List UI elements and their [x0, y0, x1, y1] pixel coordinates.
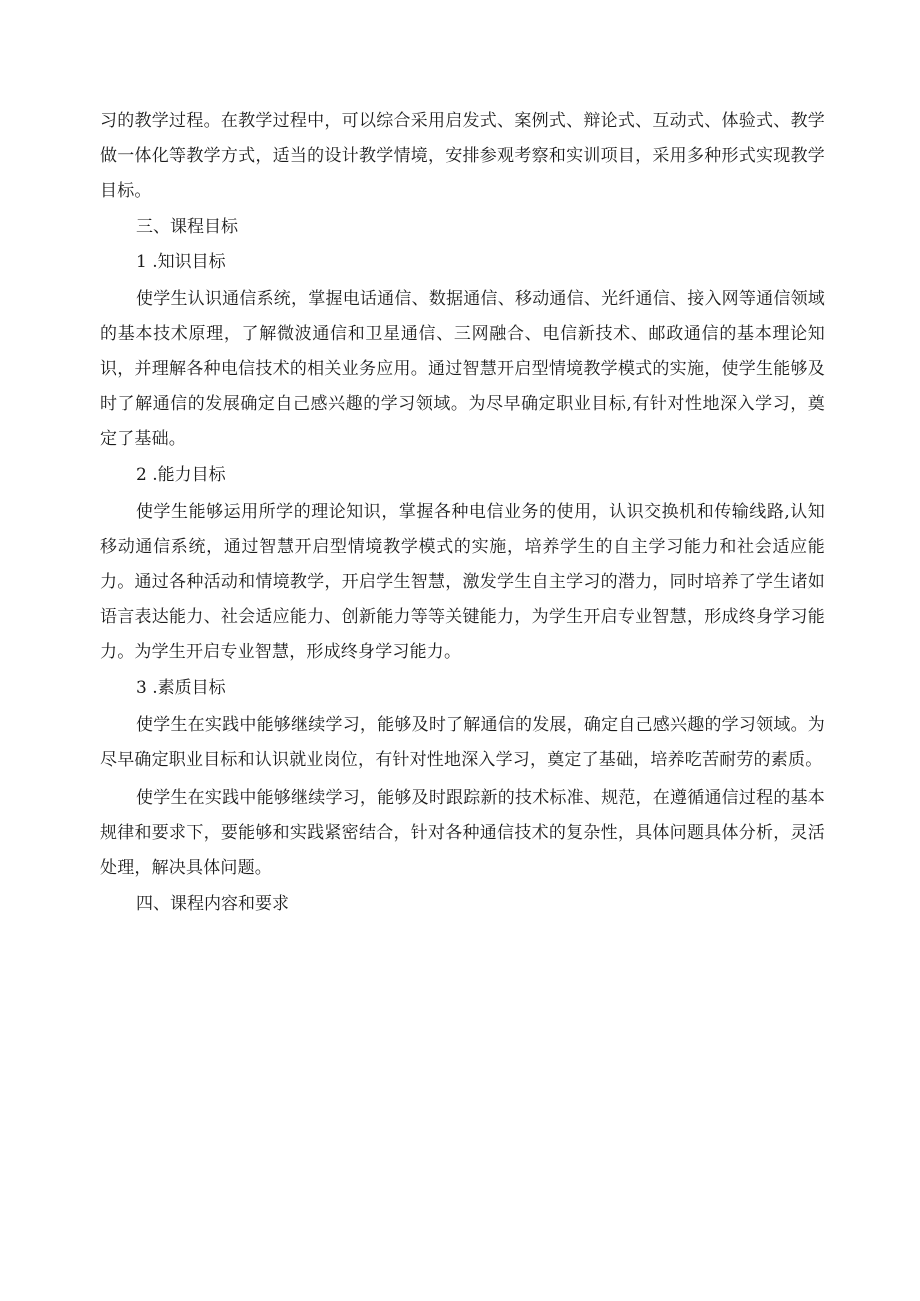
section-4-heading: 四、课程内容和要求: [136, 894, 289, 914]
quality-goal-paragraph-1: 使学生在实践中能够继续学习，能够及时了解通信的发展，确定自己感兴趣的学习领域。为尽早确定职业目标和认识就业岗位，有针对性地深入学习，奠定了基础，培养吃苦耐劳的素质。: [100, 715, 825, 770]
section-3-heading: 三、课程目标: [136, 217, 238, 237]
quality-goal-heading: 3 .素质目标: [136, 678, 226, 698]
ability-goal-heading: 2 .能力目标: [136, 465, 226, 485]
knowledge-goal-paragraph: 使学生认识通信系统，掌握电话通信、数据通信、移动通信、光纤通信、接入网等通信领域的基本技术原理，了解微波通信和卫星通信、三网融合、电信新技术、邮政通信的基本理论知识，并理解各种电信技术的相关业务应用。通过智慧开启型情境教学模式的实施，使学生能够及时了解通信的发展确定自己感兴趣的学习领域。为尽早确定职业目标,有针对性地深入学习，奠定了基础。: [100, 289, 825, 449]
ability-goal-paragraph: 使学生能够运用所学的理论知识，掌握各种电信业务的使用，认识交换机和传输线路,认知移动通信系统，通过智慧开启型情境教学模式的实施，培养学生的自主学习能力和社会适应能力。通过各种活动和情境教学，开启学生智慧，激发学生自主学习的潜力，同时培养了学生诸如语言表达能力、社会适应能力、创新能力等等关键能力，为学生开启专业智慧，形成终身学习能力。为学生开启专业智慧，形成终身学习能力。: [100, 502, 825, 662]
knowledge-goal-heading: 1 .知识目标: [136, 252, 226, 272]
quality-goal-paragraph-2: 使学生在实践中能够继续学习，能够及时跟踪新的技术标准、规范，在遵循通信过程的基本规律和要求下，要能够和实践紧密结合，针对各种通信技术的复杂性，具体问题具体分析，灵活处理，解决具体问题。: [100, 788, 825, 878]
document-page: [100, 104, 825, 922]
intro-paragraph: 习的教学过程。在教学过程中，可以综合采用启发式、案例式、辩论式、互动式、体验式、教学做一体化等教学方式，适当的设计教学情境，安排参观考察和实训项目，采用多种形式实现教学目标。: [100, 111, 825, 201]
